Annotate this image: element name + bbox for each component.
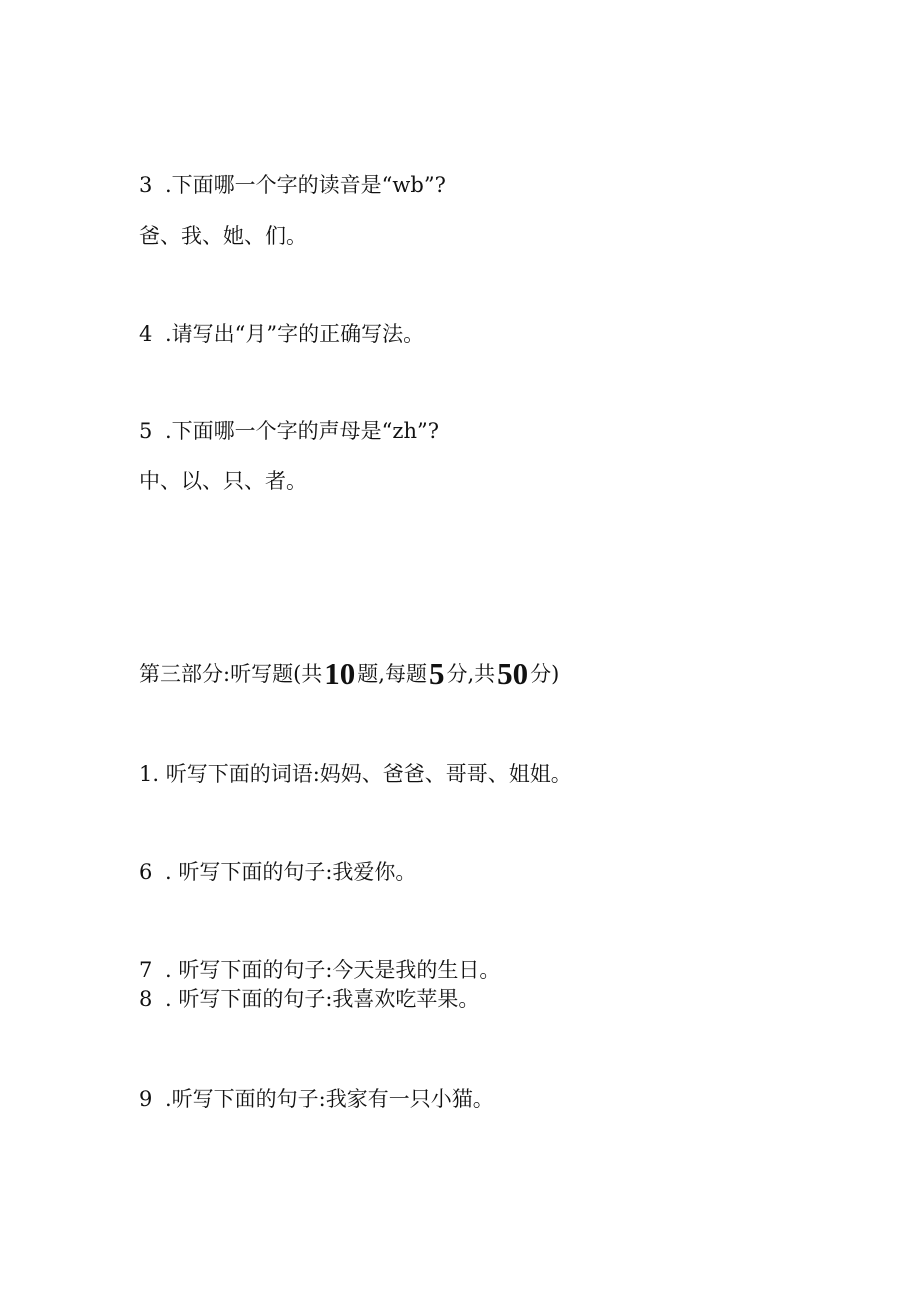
dictation-7-text: . 听写下面的句子:今天是我的生日。 bbox=[165, 958, 501, 982]
question-5-options: 中、以、只、者。 bbox=[139, 469, 307, 493]
question-4-text: .请写出“月”字的正确写法。 bbox=[165, 322, 425, 346]
section-3-heading bbox=[139, 656, 560, 691]
question-3-options: 爸、我、她、们。 bbox=[139, 224, 307, 248]
dictation-7 bbox=[139, 956, 500, 984]
dictation-9-number: 9 bbox=[139, 1087, 153, 1111]
question-5 bbox=[139, 417, 439, 445]
dictation-8-text: . 听写下面的句子:我喜欢吃苹果。 bbox=[165, 987, 480, 1011]
question-3 bbox=[139, 171, 446, 199]
dictation-8 bbox=[139, 985, 479, 1013]
section-3-prefix: 第三部分:听写题(共 bbox=[139, 662, 323, 686]
dictation-7-number: 7 bbox=[139, 958, 153, 982]
question-4-number: 4 bbox=[139, 322, 153, 346]
question-3-text: .下面哪一个字的读音是“wb”? bbox=[165, 173, 446, 197]
section-3-mid1: 题,每题 bbox=[357, 662, 427, 686]
section-3-total-points: 50 bbox=[497, 656, 529, 691]
dictation-1: 1. 听写下面的词语:妈妈、爸爸、哥哥、姐姐。 bbox=[139, 762, 572, 786]
question-3-number: 3 bbox=[139, 173, 153, 197]
section-3-points-each: 5 bbox=[428, 656, 445, 691]
section-3-mid2: 分,共 bbox=[446, 662, 496, 686]
dictation-8-number: 8 bbox=[139, 987, 153, 1011]
question-4 bbox=[139, 320, 424, 348]
section-3-suffix: 分) bbox=[530, 662, 560, 686]
section-3-question-count: 10 bbox=[324, 656, 356, 691]
dictation-9-text: .听写下面的句子:我家有一只小猫。 bbox=[165, 1087, 494, 1111]
dictation-9 bbox=[139, 1085, 494, 1113]
question-5-number: 5 bbox=[139, 419, 153, 443]
dictation-6-text: . 听写下面的句子:我爱你。 bbox=[165, 860, 417, 884]
dictation-6-number: 6 bbox=[139, 860, 153, 884]
question-5-text: .下面哪一个字的声母是“zh”? bbox=[165, 419, 439, 443]
dictation-6 bbox=[139, 858, 416, 886]
